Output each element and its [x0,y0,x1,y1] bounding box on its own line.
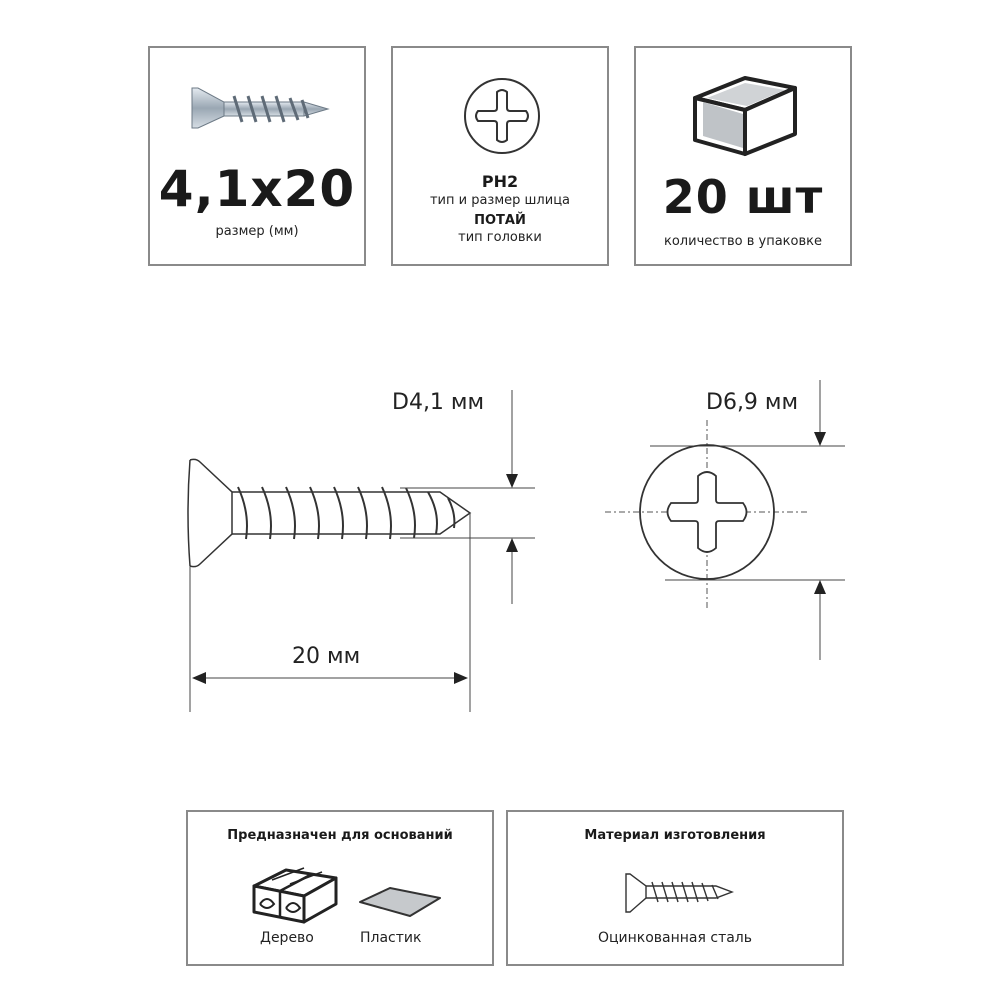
size-caption: размер (мм) [215,224,299,239]
head-value: ПОТАЙ [474,213,526,228]
slot-card [391,46,609,266]
qty-caption: количество в упаковке [664,234,822,249]
material-card [506,810,844,966]
qty-value: 20 шт [662,170,824,224]
head-caption: тип головки [458,230,542,245]
wood-icon [250,864,340,924]
screw-drawing [0,360,1000,760]
length-label: 20 мм [292,644,361,669]
qty-card [634,46,852,266]
size-value: 4,1x20 [158,160,356,218]
material-title: Материал изготовления [584,828,766,843]
head-diameter-label: D6,9 мм [706,390,799,415]
screw-icon [620,868,740,918]
phillips-head-icon [462,76,542,156]
base-wood-label: Дерево [260,930,314,946]
slot-caption: тип и размер шлица [429,193,571,208]
screw-icon [184,78,334,138]
bases-title: Предназначен для оснований [227,828,453,843]
slot-value: PH2 [481,172,519,191]
size-card [148,46,366,266]
shank-diameter-label: D4,1 мм [392,390,485,415]
material-label: Оцинкованная сталь [597,930,753,946]
package-box-icon [685,68,805,158]
plastic-icon [356,886,446,926]
bases-card [186,810,494,966]
base-plastic-label: Пластик [360,930,422,946]
